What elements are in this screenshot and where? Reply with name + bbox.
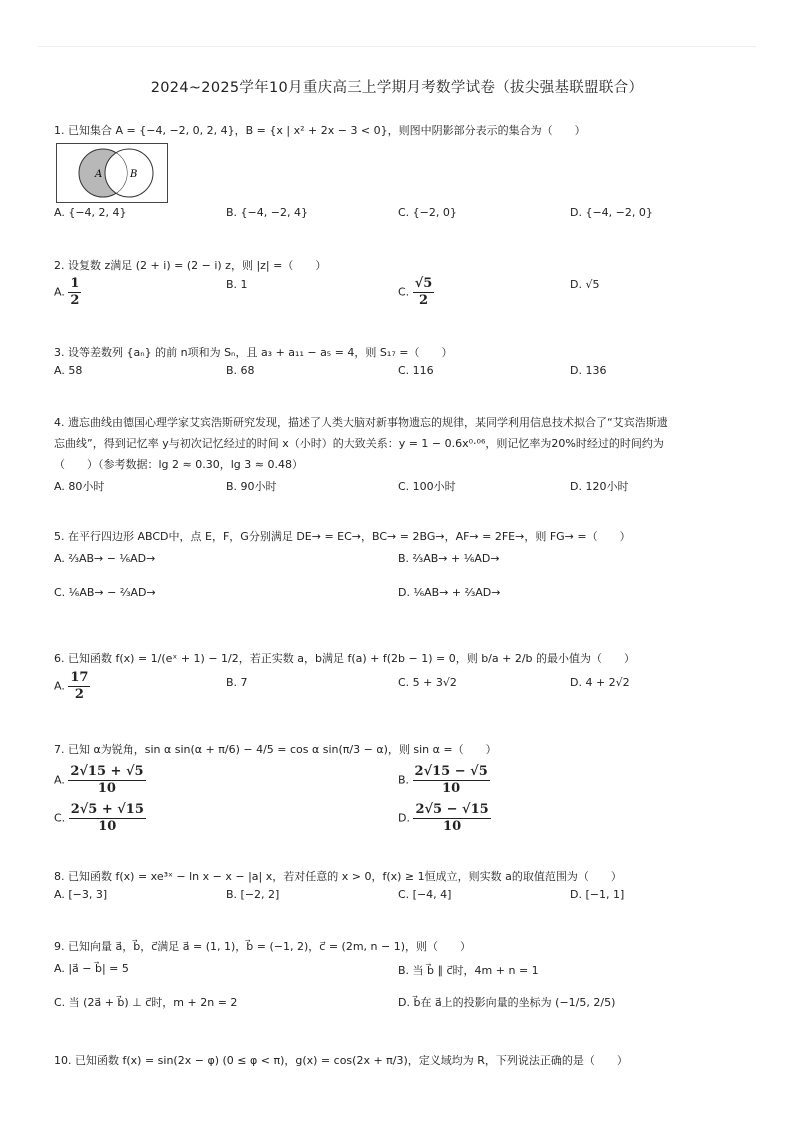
q1-option-b[interactable]: B. {−4, −2, 4}: [226, 206, 308, 219]
q9-option-c[interactable]: C. 当 (2a⃗ + b⃗) ⊥ c⃗时，m + 2n = 2: [54, 996, 238, 1009]
question-6: 6. 已知函数 f(x) = 1/(eˣ + 1) − 1/2，若正实数 a，b满足 f(a) + f(2b − 1) = 0，则 b/a + 2/b 的最小值为（ ）: [54, 652, 636, 665]
question-2-stem: 设复数 z满足 (2 + i) = (2 − i) z，则 |z| =（ ）: [68, 259, 327, 272]
q7-option-a[interactable]: A. $\frac{2√15 + √5}{10}$: [54, 764, 144, 796]
q5-option-d[interactable]: D. ⅙AB→ + ⅔AD→: [398, 586, 501, 599]
question-4-stem-line-1: 4. 遗忘曲线由德国心理学家艾宾浩斯研究发现，描述了人类大脑对新事物遗忘的规律，某同学利用信息技术拟合了“艾宾浩斯遗: [54, 416, 668, 429]
question-6-stem: 已知函数 f(x) = 1/(eˣ + 1) − 1/2，若正实数 a，b满足 f(a) + f(2b − 1) = 0，则 b/a + 2/b 的最小值为（ ）: [68, 652, 636, 665]
q1-option-d[interactable]: D. {−4, −2, 0}: [570, 206, 653, 219]
q2-option-d[interactable]: D. √5: [570, 278, 600, 291]
q2-option-b[interactable]: B. 1: [226, 278, 248, 291]
q9-option-a[interactable]: A. |a⃗ − b⃗| = 5: [54, 962, 129, 975]
q4-option-d[interactable]: D. 120小时: [570, 480, 629, 493]
q2-option-c-fraction: $\frac{√5}{2}$: [414, 276, 433, 308]
q7-option-c-fraction: $\frac{2√5 + √15}{10}$: [70, 802, 144, 834]
q6-option-b[interactable]: B. 7: [226, 676, 248, 689]
q7-option-b[interactable]: B. $\frac{2√15 - √5}{10}$: [398, 764, 488, 796]
q2-option-a[interactable]: A. $\frac{1}{2}$: [54, 276, 80, 308]
question-10: 10. 已知函数 f(x) = sin(2x − φ) (0 ≤ φ < π)，g(x) = cos(2x + π/3)，定义域均为 R，下列说法正确的是（ ）: [54, 1054, 628, 1067]
q8-option-a[interactable]: A. [−3, 3]: [54, 888, 108, 901]
q7-option-b-fraction: $\frac{2√15 - √5}{10}$: [414, 764, 488, 796]
q2-option-c[interactable]: C. $\frac{√5}{2}$: [398, 276, 433, 308]
q2-option-a-fraction: $\frac{1}{2}$: [70, 276, 80, 308]
q3-option-d[interactable]: D. 136: [570, 364, 607, 377]
question-8: 8. 已知函数 f(x) = xe³ˣ − ln x − x − |a| x，若对任意的 x > 0，f(x) ≥ 1恒成立，则实数 a的取值范围为（ ）: [54, 870, 622, 883]
question-1-stem: 已知集合 A = {−4, −2, 0, 2, 4}，B = {x | x² + 2x − 3 < 0}，则图中阴影部分表示的集合为（ ）: [68, 124, 586, 137]
q7-option-c[interactable]: C. $\frac{2√5 + √15}{10}$: [54, 802, 144, 834]
page-title: 2024~2025学年10月重庆高三上学期月考数学试卷（拔尖强基联盟联合）: [150, 80, 644, 96]
q3-option-a[interactable]: A. 58: [54, 364, 83, 377]
q6-option-a[interactable]: A. $\frac{17}{2}$: [54, 670, 89, 702]
question-5-stem: 在平行四边形 ABCD中，点 E，F，G分别满足 DE→ = EC→，BC→ = 2BG→，AF→ = 2FE→，则 FG→ =（ ）: [68, 530, 631, 543]
q4-option-a[interactable]: A. 80小时: [54, 480, 105, 493]
q6-option-c[interactable]: C. 5 + 3√2: [398, 676, 457, 689]
question-3: 3. 设等差数列 {aₙ} 的前 n项和为 Sₙ，且 a₃ + a₁₁ − a₅ = 4，则 S₁₇ =（ ）: [54, 346, 453, 359]
question-5: 5. 在平行四边形 ABCD中，点 E，F，G分别满足 DE→ = EC→，BC→ = 2BG→，AF→ = 2FE→，则 FG→ =（ ）: [54, 530, 631, 543]
q8-option-c[interactable]: C. [−4, 4]: [398, 888, 452, 901]
question-1: 1. 已知集合 A = {−4, −2, 0, 2, 4}，B = {x | x² + 2x − 3 < 0}，则图中阴影部分表示的集合为（ ）: [54, 124, 586, 137]
question-2: 2. 设复数 z满足 (2 + i) = (2 − i) z，则 |z| =（ ）: [54, 259, 327, 272]
q7-option-d-fraction: $\frac{2√5 - √15}{10}$: [415, 802, 489, 834]
question-7: 7. 已知 α为锐角，sin α sin(α + π/6) − 4/5 = cos α sin(π/3 − α)，则 sin α =（ ）: [54, 743, 497, 756]
question-8-stem: 已知函数 f(x) = xe³ˣ − ln x − x − |a| x，若对任意的 x > 0，f(x) ≥ 1恒成立，则实数 a的取值范围为（ ）: [68, 870, 622, 883]
q4-option-b[interactable]: B. 90小时: [226, 480, 277, 493]
header-divider: [38, 46, 756, 47]
q7-option-d[interactable]: D. $\frac{2√5 - √15}{10}$: [398, 802, 489, 834]
question-7-stem: 已知 α为锐角，sin α sin(α + π/6) − 4/5 = cos α sin(π/3 − α)，则 sin α =（ ）: [68, 743, 497, 756]
venn-label-b: B: [130, 169, 138, 180]
question-4-stem-line-2: 忘曲线”，得到记忆率 y与初次记忆经过的时间 x（小时）的大致关系：y = 1 − 0.6x⁰·⁰⁶，则记忆率为20%时经过的时间约为: [54, 437, 664, 450]
q3-option-b[interactable]: B. 68: [226, 364, 255, 377]
question-3-stem: 设等差数列 {aₙ} 的前 n项和为 Sₙ，且 a₃ + a₁₁ − a₅ = 4，则 S₁₇ =（ ）: [68, 346, 453, 359]
question-9: 9. 已知向量 a⃗，b⃗，c⃗满足 a⃗ = (1, 1)，b⃗ = (−1, 2)，c⃗ = (2m, n − 1)，则（ ）: [54, 940, 471, 953]
q9-option-d[interactable]: D. b⃗在 a⃗上的投影向量的坐标为 (−1/5, 2/5): [398, 996, 616, 1009]
q8-option-b[interactable]: B. [−2, 2]: [226, 888, 280, 901]
q9-option-b[interactable]: B. 当 b⃗ ∥ c⃗时，4m + n = 1: [398, 964, 539, 977]
q1-option-c[interactable]: C. {−2, 0}: [398, 206, 457, 219]
q1-option-a[interactable]: A. {−4, 2, 4}: [54, 206, 127, 219]
q4-option-c[interactable]: C. 100小时: [398, 480, 456, 493]
question-9-stem: 已知向量 a⃗，b⃗，c⃗满足 a⃗ = (1, 1)，b⃗ = (−1, 2)，c⃗ = (2m, n − 1)，则（ ）: [68, 940, 471, 953]
q6-option-a-fraction: $\frac{17}{2}$: [70, 670, 89, 702]
venn-diagram: [56, 143, 168, 203]
q6-option-d[interactable]: D. 4 + 2√2: [570, 676, 630, 689]
question-4-stem-line-3: （ ）（参考数据：lg 2 ≈ 0.30，lg 3 ≈ 0.48）: [54, 458, 303, 471]
q5-option-b[interactable]: B. ⅔AB→ + ⅙AD→: [398, 552, 500, 565]
question-10-stem: 已知函数 f(x) = sin(2x − φ) (0 ≤ φ < π)，g(x) = cos(2x + π/3)，定义域均为 R，下列说法正确的是（ ）: [75, 1054, 628, 1067]
q5-option-c[interactable]: C. ⅙AB→ − ⅔AD→: [54, 586, 156, 599]
q8-option-d[interactable]: D. [−1, 1]: [570, 888, 625, 901]
q7-option-a-fraction: $\frac{2√15 + √5}{10}$: [70, 764, 144, 796]
q5-option-a[interactable]: A. ⅔AB→ − ⅙AD→: [54, 552, 156, 565]
q3-option-c[interactable]: C. 116: [398, 364, 434, 377]
question-4: [54, 414, 754, 473]
venn-label-a: A: [95, 169, 103, 180]
venn-svg: [57, 144, 167, 202]
